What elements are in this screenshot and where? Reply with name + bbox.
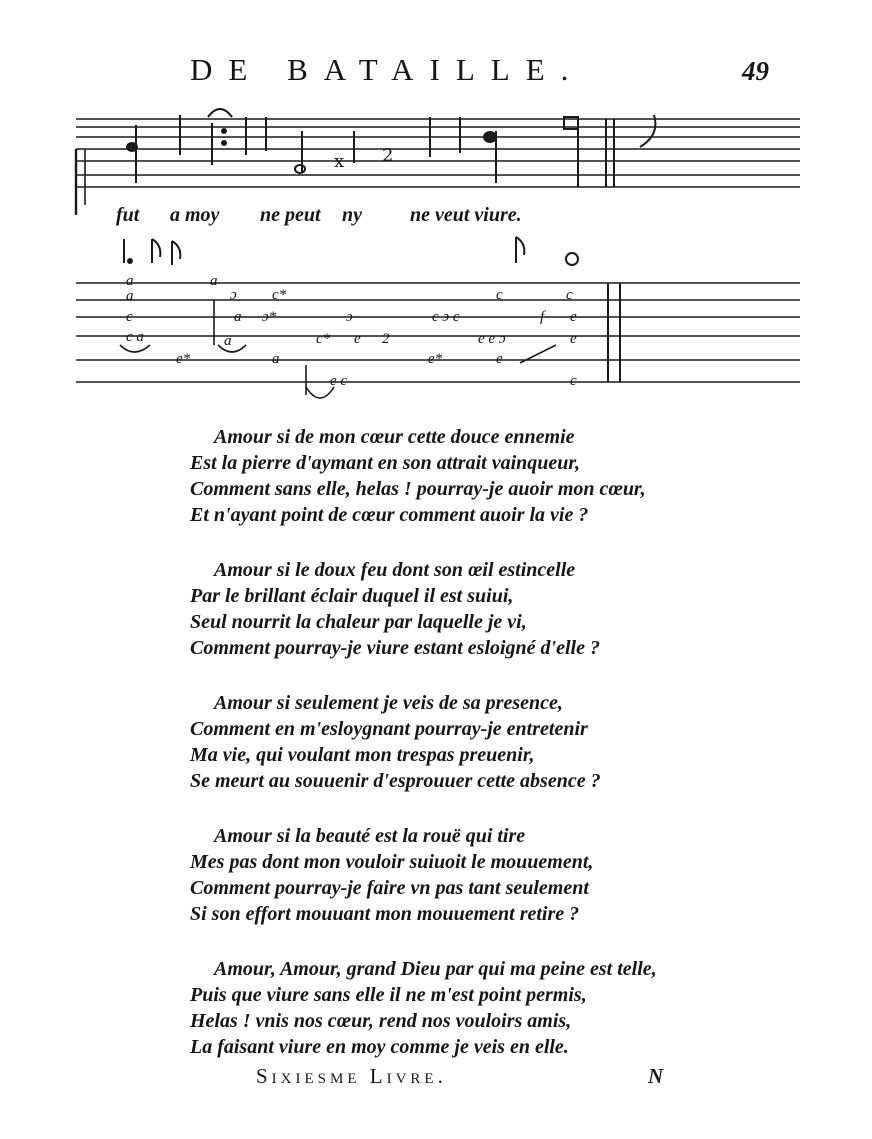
- catchword: Sixiesme Livre.: [256, 1064, 447, 1088]
- lyric-word: ny: [342, 204, 362, 226]
- svg-text:e: e: [570, 309, 577, 325]
- svg-text:e: e: [354, 331, 361, 347]
- svg-text:a: a: [272, 351, 280, 367]
- verse-line: Et n'ayant point de cœur comment auoir la vie ?: [190, 504, 589, 526]
- tab-rhythm-flags: [124, 237, 578, 265]
- verse-line: Ma vie, qui voulant mon trespas preuenir,: [190, 744, 535, 766]
- tablature-letters: [126, 273, 577, 389]
- verse-line: Si son effort mouuant mon mouuement retire ?: [190, 903, 580, 925]
- svg-text:c: c: [496, 287, 503, 303]
- svg-text:c*: c*: [272, 287, 287, 303]
- verse-line: Est la pierre d'aymant en son attrait vainqueur,: [190, 452, 581, 474]
- page-header: [0, 52, 872, 92]
- svg-text:a: a: [210, 273, 218, 289]
- svg-text:c ɔ c: c ɔ c: [432, 309, 460, 325]
- verse-line: Amour, Amour, grand Dieu par qui ma peine est telle,: [214, 958, 657, 980]
- svg-text:2: 2: [382, 145, 394, 166]
- stanza: [190, 690, 730, 794]
- signature-mark: N: [648, 1064, 664, 1088]
- svg-text:e*: e*: [428, 351, 443, 367]
- svg-text:a: a: [224, 333, 232, 349]
- stanza: [190, 956, 730, 1060]
- poem: [190, 424, 730, 1089]
- verse-line: La faisant viure en moy comme je veis en elle.: [190, 1036, 569, 1058]
- vocal-staff: [76, 119, 800, 215]
- svg-text:c: c: [566, 287, 573, 303]
- verse-line: Se meurt au souuenir d'esprouuer cette absence ?: [190, 770, 601, 792]
- lyric-word: ne veut viure.: [410, 204, 522, 226]
- stanza: [190, 823, 730, 927]
- lyric-word: ne peut: [260, 204, 321, 226]
- stanza: [190, 557, 730, 661]
- svg-text:e: e: [496, 351, 503, 367]
- verse-line: Comment en m'esloygnant pourray-je entretenir: [190, 718, 588, 740]
- verse-line: Comment pourray-je faire vn pas tant seulement: [190, 877, 589, 899]
- svg-text:ɔ: ɔ: [230, 287, 237, 303]
- svg-text:f: f: [540, 309, 545, 325]
- svg-text:e*: e*: [176, 351, 191, 367]
- svg-text:ɔ*: ɔ*: [262, 309, 277, 325]
- verse-line: Puis que viure sans elle il ne m'est point permis,: [190, 984, 587, 1006]
- svg-text:c*: c*: [316, 331, 331, 347]
- stanza: [190, 424, 730, 528]
- verse-line: Amour si seulement je veis de sa presence,: [214, 692, 563, 714]
- svg-text:e e ɔ: e e ɔ: [478, 331, 506, 347]
- verse-line: Comment pourray-je viure estant esloigné d'elle ?: [190, 637, 600, 659]
- verse-line: Par le brillant éclair duquel il est suiui,: [190, 585, 514, 607]
- verse-line: Amour si de mon cœur cette douce ennemie: [214, 426, 575, 448]
- running-title: DE BATAILLE.: [190, 52, 585, 87]
- svg-text:a: a: [126, 288, 134, 304]
- svg-text:c: c: [570, 373, 577, 389]
- lyric-word: a moy: [170, 204, 220, 226]
- verse-line: Amour si la beauté est la rouë qui tire: [214, 825, 526, 847]
- song-lyrics: [112, 204, 552, 232]
- lute-tablature: [76, 283, 800, 398]
- verse-line: Helas ! vnis nos cœur, rend nos vouloirs amis,: [190, 1010, 572, 1032]
- verse-line: Comment sans elle, helas ! pourray-je auoir mon cœur,: [190, 478, 646, 500]
- page-footer: [0, 1064, 872, 1094]
- svg-text:ɔ: ɔ: [346, 309, 353, 325]
- svg-text:x: x: [334, 151, 345, 172]
- svg-text:2: 2: [382, 331, 390, 347]
- verse-line: Amour si le doux feu dont son œil estincelle: [214, 559, 576, 581]
- lyric-word: fut: [116, 204, 140, 226]
- svg-text:e: e: [570, 331, 577, 347]
- verse-line: Mes pas dont mon vouloir suiuoit le mouuement,: [190, 851, 594, 873]
- svg-text:e c: e c: [330, 373, 348, 389]
- page-number: 49: [742, 56, 769, 86]
- svg-text:c a: c a: [126, 329, 144, 345]
- verse-line: Seul nourrit la chaleur par laquelle je vi,: [190, 611, 527, 633]
- svg-text:c: c: [126, 309, 133, 325]
- music-notation: [0, 95, 872, 420]
- svg-text:a: a: [126, 273, 134, 289]
- svg-text:a: a: [234, 309, 242, 325]
